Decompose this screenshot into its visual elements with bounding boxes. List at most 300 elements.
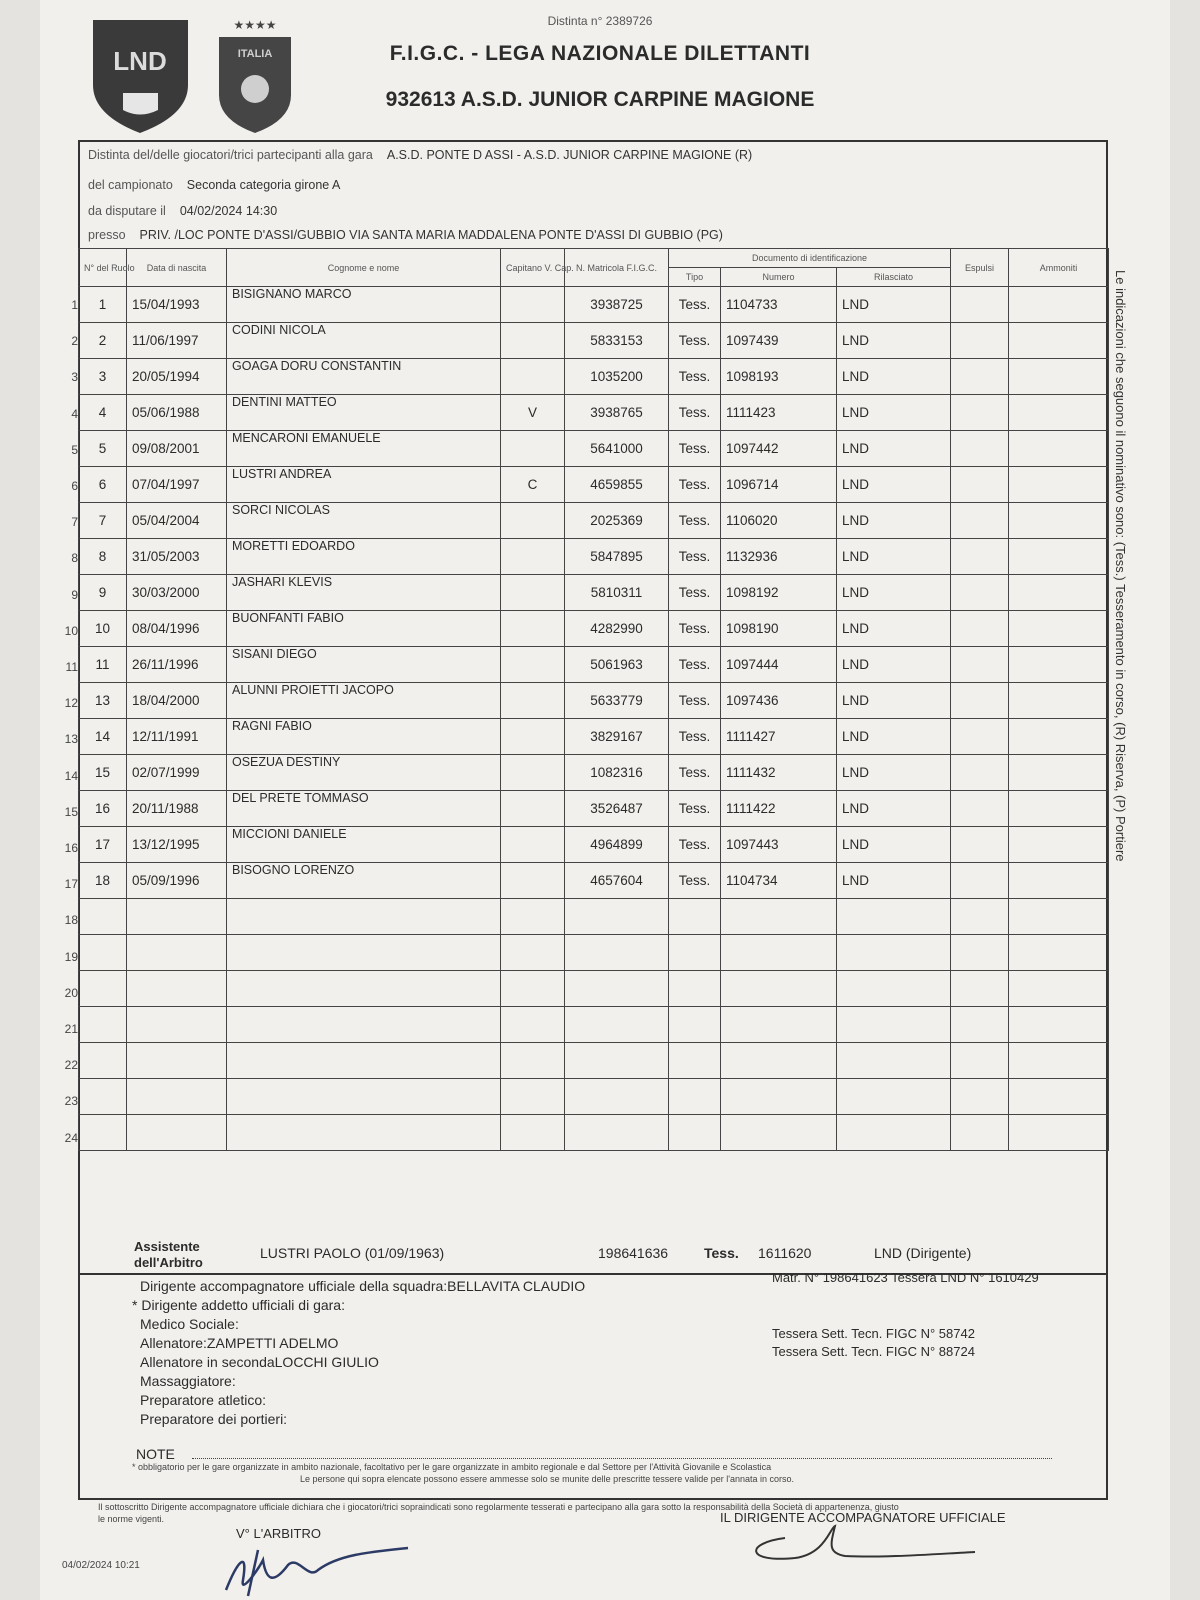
player-matricola: 1035200 (565, 359, 669, 395)
player-number: 15 (79, 755, 127, 791)
player-doc-type: Tess. (669, 863, 721, 899)
row-index: 12 (64, 696, 78, 711)
player-doc-number (721, 1043, 837, 1079)
player-name: BISIGNANO MARCO (227, 287, 501, 323)
player-ammoniti (1009, 899, 1109, 935)
player-captain (501, 899, 565, 935)
player-number: 14 (79, 719, 127, 755)
medico-line: Medico Sociale: (140, 1316, 239, 1332)
table-row (79, 539, 1109, 575)
player-doc-type: Tess. (669, 539, 721, 575)
player-doc-issuer (837, 899, 951, 935)
player-espulsi (951, 1079, 1009, 1115)
footnote-2: Le persone qui sopra elencate possono essere ammesse solo se munite delle prescritte tessere valide per l'annata in corso. (300, 1474, 794, 1484)
assistente-rilascio: LND (Dirigente) (874, 1245, 972, 1261)
row-index: 17 (64, 877, 78, 892)
table-row (79, 431, 1109, 467)
player-number (79, 1079, 127, 1115)
player-dob: 08/04/1996 (127, 611, 227, 647)
player-name: BUONFANTI FABIO (227, 611, 501, 647)
table-row (79, 467, 1109, 503)
player-doc-issuer: LND (837, 575, 951, 611)
player-doc-type: Tess. (669, 503, 721, 539)
player-matricola (565, 1115, 669, 1151)
player-dob (127, 1115, 227, 1151)
table-row (79, 755, 1109, 791)
note-label: NOTE (136, 1446, 175, 1462)
table-row (79, 719, 1109, 755)
player-doc-number: 1106020 (721, 503, 837, 539)
player-number (79, 1007, 127, 1043)
player-doc-issuer: LND (837, 359, 951, 395)
player-captain (501, 935, 565, 971)
player-doc-issuer: LND (837, 503, 951, 539)
player-ammoniti (1009, 791, 1109, 827)
row-index: 2 (71, 334, 78, 349)
player-captain (501, 719, 565, 755)
player-doc-type: Tess. (669, 395, 721, 431)
player-captain (501, 323, 565, 359)
player-doc-type: Tess. (669, 575, 721, 611)
player-number: 8 (79, 539, 127, 575)
match-line-3: da disputare il 04/02/2024 14:30 (88, 204, 278, 218)
player-espulsi (951, 755, 1009, 791)
player-ammoniti (1009, 683, 1109, 719)
italia-logo-text: ITALIA (237, 48, 273, 60)
player-name: SORCI NICOLAS (227, 503, 501, 539)
player-number: 1 (79, 287, 127, 323)
player-matricola (565, 1043, 669, 1079)
player-number: 5 (79, 431, 127, 467)
row-index: 20 (64, 985, 78, 1000)
row-index: 22 (64, 1058, 78, 1073)
row-index: 1 (71, 298, 78, 312)
player-matricola: 4282990 (565, 611, 669, 647)
preparatore-line: Preparatore atletico: (140, 1392, 267, 1408)
player-doc-number: 1096714 (721, 467, 837, 503)
player-doc-issuer: LND (837, 467, 951, 503)
player-dob: 20/11/1988 (127, 791, 227, 827)
player-dob: 11/06/1997 (127, 323, 227, 359)
assistente-name: LUSTRI PAOLO (01/09/1963) (260, 1245, 445, 1261)
player-number: 18 (79, 863, 127, 899)
allenatore2-ref: Tessera Sett. Tecn. FIGC N° 88724 (772, 1344, 975, 1359)
table-row (79, 395, 1109, 431)
match-line-4: presso PRIV. /LOC PONTE D'ASSI/GUBBIO VIA SANTA MARIA MADDALENA PONTE D'ASSI DI GUBBIO (PG) (88, 228, 723, 242)
player-matricola: 3938765 (565, 395, 669, 431)
lnd-logo (88, 15, 193, 135)
assistente-row (78, 1233, 1108, 1275)
player-matricola: 5633779 (565, 683, 669, 719)
player-doc-issuer: LND (837, 755, 951, 791)
arbitro-signature (218, 1540, 418, 1598)
player-ammoniti (1009, 863, 1109, 899)
player-matricola: 2025369 (565, 503, 669, 539)
player-matricola: 3829167 (565, 719, 669, 755)
player-captain (501, 1079, 565, 1115)
match-line-2: del campionato Seconda categoria girone A (88, 178, 341, 192)
player-doc-number: 1097442 (721, 431, 837, 467)
player-doc-issuer: LND (837, 611, 951, 647)
table-row (79, 899, 1109, 935)
player-number: 2 (79, 323, 127, 359)
player-captain: C (501, 467, 565, 503)
svg-text:★★★★: ★★★★ (233, 18, 277, 32)
player-dob: 12/11/1991 (127, 719, 227, 755)
assistente-matricola: 198641636 (598, 1245, 669, 1261)
player-name: ALUNNI PROIETTI JACOPO (227, 683, 501, 719)
arbitro-label: V° L'ARBITRO (236, 1526, 321, 1541)
player-dob: 15/04/1993 (127, 287, 227, 323)
player-matricola: 5847895 (565, 539, 669, 575)
col-ammoniti: Ammoniti (1009, 249, 1109, 287)
player-number: 3 (79, 359, 127, 395)
player-captain (501, 647, 565, 683)
player-ammoniti (1009, 575, 1109, 611)
row-index: 14 (64, 768, 78, 783)
club-title: 932613 A.S.D. JUNIOR CARPINE MAGIONE (385, 88, 815, 111)
player-espulsi (951, 395, 1009, 431)
player-doc-type: Tess. (669, 431, 721, 467)
player-number: 4 (79, 395, 127, 431)
row-index: 23 (64, 1094, 78, 1109)
player-name (227, 935, 501, 971)
player-captain: V (501, 395, 565, 431)
row-index: 13 (64, 732, 78, 747)
col-tipo: Tipo (669, 268, 721, 287)
table-row (79, 647, 1109, 683)
row-index: 11 (65, 660, 78, 674)
player-doc-number: 1098193 (721, 359, 837, 395)
player-doc-number: 1097439 (721, 323, 837, 359)
footnote-1: * obbligatorio per le gare organizzate in ambito nazionale, facoltativo per le gare organizzate in ambito regionale e dal Settore per l'Attività Giovanile e Scolastica (132, 1462, 772, 1472)
player-ammoniti (1009, 287, 1109, 323)
player-matricola (565, 1079, 669, 1115)
row-index: 15 (64, 804, 78, 819)
player-doc-number: 1104734 (721, 863, 837, 899)
assistente-tipo: Tess. (704, 1245, 739, 1261)
player-captain (501, 1043, 565, 1079)
row-index: 18 (64, 913, 78, 928)
player-espulsi (951, 935, 1009, 971)
row-index: 19 (64, 949, 78, 964)
player-matricola (565, 1007, 669, 1043)
player-number (79, 935, 127, 971)
player-doc-type (669, 1043, 721, 1079)
player-captain (501, 1115, 565, 1151)
player-ammoniti (1009, 503, 1109, 539)
player-number: 17 (79, 827, 127, 863)
player-doc-number (721, 1007, 837, 1043)
allenatore-ref: Tessera Sett. Tecn. FIGC N° 58742 (772, 1326, 975, 1341)
player-doc-issuer (837, 1079, 951, 1115)
table-row (79, 935, 1109, 971)
player-name: BISOGNO LORENZO (227, 863, 501, 899)
player-matricola: 4964899 (565, 827, 669, 863)
player-name: MORETTI EDOARDO (227, 539, 501, 575)
assistente-label-1: Assistente (134, 1239, 200, 1254)
player-name (227, 1079, 501, 1115)
player-doc-number: 1111432 (721, 755, 837, 791)
portieri-line: Preparatore dei portieri: (140, 1411, 288, 1427)
player-doc-issuer (837, 935, 951, 971)
player-ammoniti (1009, 539, 1109, 575)
player-dob: 05/04/2004 (127, 503, 227, 539)
player-doc-issuer: LND (837, 719, 951, 755)
player-ammoniti (1009, 971, 1109, 1007)
massaggiatore-line: Massaggiatore: (140, 1373, 236, 1389)
player-ammoniti (1009, 359, 1109, 395)
player-doc-type (669, 1079, 721, 1115)
declaration-1: Il sottoscritto Dirigente accompagnatore ufficiale dichiara che i giocatori/trici sopraindicati sono regolarmente tesserati e partecipano alla gara sotto la responsabilità della Società di appartenenza, giusto (98, 1502, 899, 1512)
player-doc-issuer (837, 1007, 951, 1043)
player-number (79, 1043, 127, 1079)
player-name: SISANI DIEGO (227, 647, 501, 683)
col-doc: Documento di identificazione (669, 249, 951, 268)
player-espulsi (951, 899, 1009, 935)
player-espulsi (951, 683, 1009, 719)
row-index: 5 (71, 442, 78, 457)
row-index: 3 (71, 370, 78, 385)
player-ammoniti (1009, 1007, 1109, 1043)
player-ammoniti (1009, 935, 1109, 971)
player-matricola: 5810311 (565, 575, 669, 611)
player-espulsi (951, 575, 1009, 611)
player-espulsi (951, 431, 1009, 467)
player-name: OSEZUA DESTINY (227, 755, 501, 791)
player-doc-type: Tess. (669, 611, 721, 647)
player-doc-type: Tess. (669, 467, 721, 503)
players-table (78, 248, 1109, 1151)
player-dob (127, 971, 227, 1007)
player-doc-type: Tess. (669, 755, 721, 791)
player-number: 13 (79, 683, 127, 719)
row-index: 10 (64, 623, 78, 638)
table-row (79, 503, 1109, 539)
col-cap: Capitano V. Cap. (501, 249, 565, 287)
player-dob: 05/09/1996 (127, 863, 227, 899)
lnd-logo-text: LND (113, 46, 167, 76)
timestamp: 04/02/2024 10:21 (62, 1560, 140, 1571)
player-doc-type (669, 899, 721, 935)
player-captain (501, 683, 565, 719)
player-doc-number (721, 971, 837, 1007)
player-number (79, 1115, 127, 1151)
player-espulsi (951, 647, 1009, 683)
player-doc-number: 1098192 (721, 575, 837, 611)
player-doc-issuer (837, 1115, 951, 1151)
table-row (79, 287, 1109, 323)
player-matricola: 1082316 (565, 755, 669, 791)
player-doc-issuer: LND (837, 827, 951, 863)
player-doc-number (721, 1115, 837, 1151)
player-doc-number (721, 935, 837, 971)
player-doc-type: Tess. (669, 287, 721, 323)
player-matricola: 4657604 (565, 863, 669, 899)
player-captain (501, 431, 565, 467)
player-matricola: 3938725 (565, 287, 669, 323)
player-doc-number (721, 1079, 837, 1115)
player-captain (501, 503, 565, 539)
player-doc-issuer (837, 1043, 951, 1079)
player-matricola: 5061963 (565, 647, 669, 683)
player-name: DEL PRETE TOMMASO (227, 791, 501, 827)
player-captain (501, 539, 565, 575)
player-doc-issuer: LND (837, 431, 951, 467)
player-name: JASHARI KLEVIS (227, 575, 501, 611)
player-dob (127, 1007, 227, 1043)
table-row (79, 971, 1109, 1007)
player-name (227, 1007, 501, 1043)
player-doc-number: 1098190 (721, 611, 837, 647)
player-ammoniti (1009, 611, 1109, 647)
player-name (227, 1043, 501, 1079)
player-number: 10 (79, 611, 127, 647)
player-dob: 31/05/2003 (127, 539, 227, 575)
player-ammoniti (1009, 1115, 1109, 1151)
player-captain (501, 575, 565, 611)
player-doc-type: Tess. (669, 359, 721, 395)
col-num: N° del Ruolo (79, 249, 127, 287)
player-number: 7 (79, 503, 127, 539)
player-number: 9 (79, 575, 127, 611)
player-number: 6 (79, 467, 127, 503)
italia-logo (215, 15, 295, 135)
player-doc-issuer: LND (837, 323, 951, 359)
assistente-numero: 1611620 (758, 1245, 812, 1261)
dirigente-ref: Matr. N° 198641623 Tessera LND N° 1610429 (772, 1270, 1039, 1285)
row-index: 21 (64, 1022, 78, 1036)
player-name (227, 1115, 501, 1151)
player-name: CODINI NICOLA (227, 323, 501, 359)
table-row (79, 791, 1109, 827)
dirigente-signature (735, 1518, 995, 1568)
player-matricola: 5833153 (565, 323, 669, 359)
player-espulsi (951, 359, 1009, 395)
table-row (79, 1043, 1109, 1079)
player-captain (501, 827, 565, 863)
col-name: Cognome e nome (227, 249, 501, 287)
player-doc-type (669, 935, 721, 971)
player-doc-issuer: LND (837, 647, 951, 683)
match-line-1: Distinta del/delle giocatori/trici partecipanti alla gara A.S.D. PONTE D ASSI - A.S.D. JUNIOR CARPINE MAGIONE (R) (88, 148, 753, 162)
player-doc-type: Tess. (669, 647, 721, 683)
player-dob: 18/04/2000 (127, 683, 227, 719)
col-numero: Numero (721, 268, 837, 287)
player-espulsi (951, 971, 1009, 1007)
player-ammoniti (1009, 1043, 1109, 1079)
row-index: 4 (71, 406, 78, 421)
player-doc-issuer: LND (837, 287, 951, 323)
player-doc-number (721, 899, 837, 935)
player-name (227, 899, 501, 935)
player-ammoniti (1009, 755, 1109, 791)
row-index: 7 (71, 515, 78, 530)
row-index: 8 (71, 551, 78, 566)
player-matricola: 4659855 (565, 467, 669, 503)
player-name: RAGNI FABIO (227, 719, 501, 755)
player-dob: 26/11/1996 (127, 647, 227, 683)
allenatore-line: Allenatore:ZAMPETTI ADELMO (140, 1335, 339, 1351)
table-row (79, 323, 1109, 359)
player-name: GOAGA DORU CONSTANTIN (227, 359, 501, 395)
table-row (79, 611, 1109, 647)
row-index: 24 (64, 1130, 78, 1145)
player-dob: 07/04/1997 (127, 467, 227, 503)
player-ammoniti (1009, 323, 1109, 359)
dirigente-line: Dirigente accompagnatore ufficiale della squadra:BELLAVITA CLAUDIO (140, 1278, 586, 1294)
addetto-line: * Dirigente addetto ufficiali di gara: (132, 1297, 345, 1313)
table-row (79, 359, 1109, 395)
player-doc-number: 1104733 (721, 287, 837, 323)
player-ammoniti (1009, 827, 1109, 863)
side-note: Le indicazioni che seguono il nominativo sono: (Tess.) Tesseramento in corso, (R) Riserva, (P) Portiere (1113, 270, 1128, 862)
row-index: 16 (64, 841, 78, 855)
player-dob: 02/07/1999 (127, 755, 227, 791)
player-espulsi (951, 719, 1009, 755)
player-number (79, 899, 127, 935)
player-ammoniti (1009, 395, 1109, 431)
player-ammoniti (1009, 647, 1109, 683)
player-doc-issuer: LND (837, 395, 951, 431)
player-ammoniti (1009, 1079, 1109, 1115)
player-doc-type: Tess. (669, 683, 721, 719)
player-espulsi (951, 539, 1009, 575)
table-row (79, 683, 1109, 719)
table-row (79, 575, 1109, 611)
player-espulsi (951, 611, 1009, 647)
player-doc-number: 1097444 (721, 647, 837, 683)
player-captain (501, 863, 565, 899)
player-espulsi (951, 791, 1009, 827)
player-espulsi (951, 1007, 1009, 1043)
dirigente-signature-label: IL DIRIGENTE ACCOMPAGNATORE UFFICIALE (720, 1510, 1006, 1525)
player-dob: 13/12/1995 (127, 827, 227, 863)
player-name: LUSTRI ANDREA (227, 467, 501, 503)
player-espulsi (951, 287, 1009, 323)
declaration-2: le norme vigenti. (98, 1514, 165, 1524)
distinta-number: Distinta n° 2389726 (547, 14, 653, 28)
player-doc-number: 1111422 (721, 791, 837, 827)
federation-title: F.I.G.C. - LEGA NAZIONALE DILETTANTI (389, 42, 811, 65)
table-row (79, 827, 1109, 863)
table-header (79, 249, 1109, 268)
player-captain (501, 791, 565, 827)
player-espulsi (951, 1115, 1009, 1151)
player-doc-type (669, 1007, 721, 1043)
assistente-label-2: dell'Arbitro (134, 1255, 203, 1270)
player-name (227, 971, 501, 1007)
player-dob: 05/06/1988 (127, 395, 227, 431)
table-row (79, 1115, 1109, 1151)
player-number: 16 (79, 791, 127, 827)
player-matricola (565, 935, 669, 971)
player-name: MENCARONI EMANUELE (227, 431, 501, 467)
table-row (79, 1079, 1109, 1115)
player-name: DENTINI MATTEO (227, 395, 501, 431)
player-doc-number: 1097436 (721, 683, 837, 719)
player-number: 11 (79, 647, 127, 683)
player-espulsi (951, 863, 1009, 899)
player-espulsi (951, 323, 1009, 359)
allenatore2-line: Allenatore in secondaLOCCHI GIULIO (140, 1354, 379, 1370)
player-dob (127, 935, 227, 971)
player-captain (501, 755, 565, 791)
table-row (79, 1007, 1109, 1043)
player-espulsi (951, 827, 1009, 863)
player-captain (501, 1007, 565, 1043)
col-espulsi: Espulsi (951, 249, 1009, 287)
